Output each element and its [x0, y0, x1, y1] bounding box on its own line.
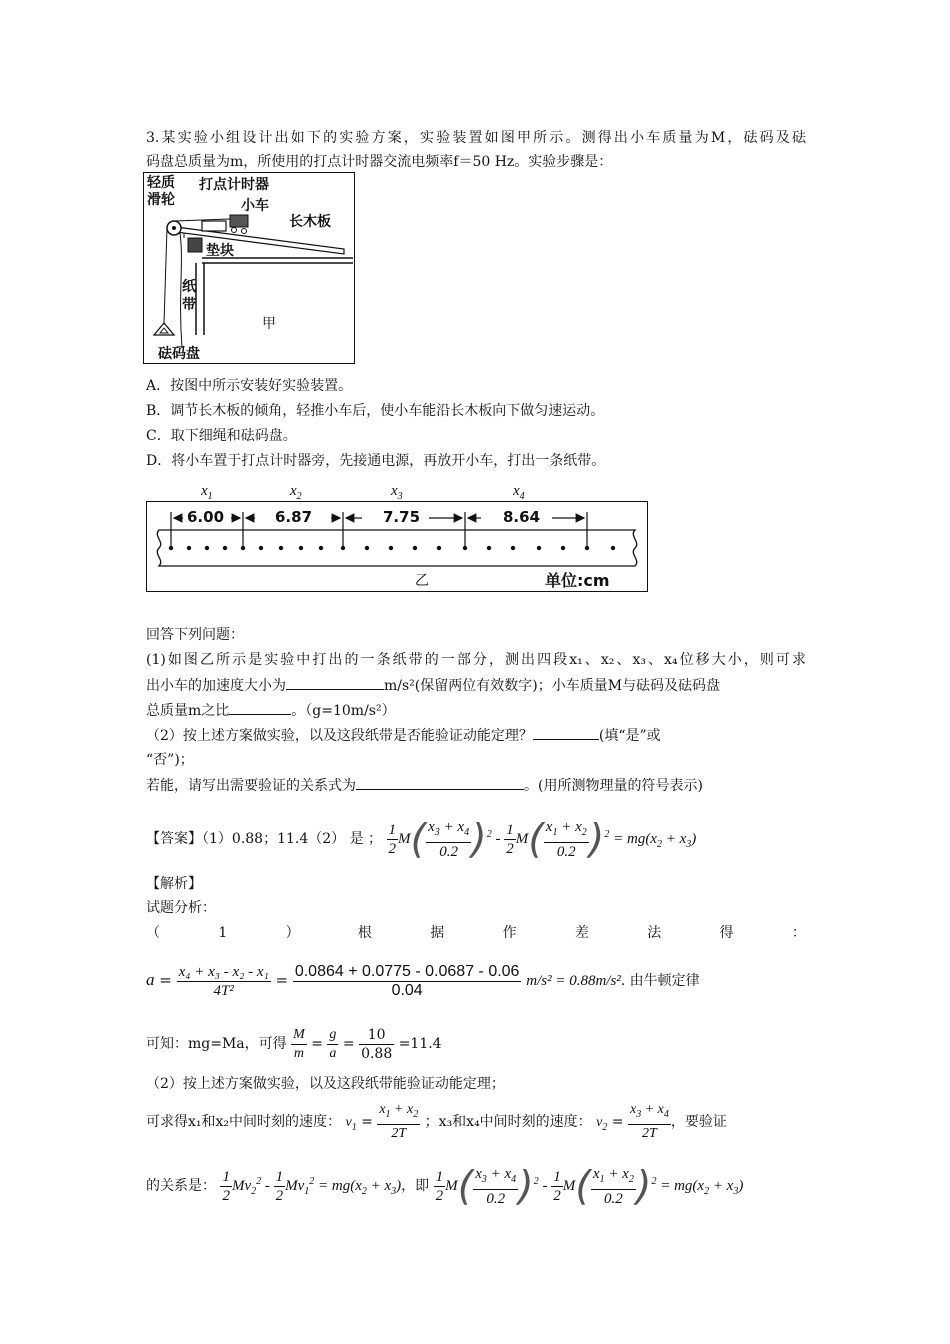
q2-line-b: “否”)； [146, 752, 194, 768]
analysis-label: 【解析】 [146, 876, 202, 892]
q2-line-a: （2）按上述方案做实验，以及这段纸带是否能验证动能定理？ (填“是”或 [146, 725, 661, 746]
answer-text: （1）0.88；11.4（2） 是 ； [202, 831, 383, 847]
figure-yi-caption: 乙 [415, 573, 429, 589]
q1-line-c: 总质量m之比 。（g=10m/s²） [146, 700, 396, 721]
eq1-right-fraction: $\frac{0.0864 + 0.0775 - 0.0687 - 0.06}{0.04}$ [294, 962, 520, 999]
label-pulley: 轻质 滑轮 [147, 175, 175, 208]
segment-label-x3: $x_3$ [391, 483, 403, 502]
label-cart: 小车 [241, 198, 269, 214]
step-a: A．按图中所示安装好实验装置。 [146, 378, 353, 394]
analysis-p4: 可求得x₁和x₂中间时刻的速度： $v_1$ = $\frac{x_1 + x_2}{2T}$ ；x₃和x₄中间时刻的速度： $v_2$ = $\frac{x_3 + x_4}{2T}$ ，要验证 [146, 1102, 727, 1141]
segment-label-x2: $x_2$ [290, 483, 302, 502]
answer-blank-acceleration[interactable] [286, 675, 384, 690]
step-c: C．取下细绳和砝码盘。 [146, 428, 297, 444]
label-pan: 砝码盘 [158, 346, 200, 362]
answer-blank-yes-no[interactable] [533, 725, 599, 740]
analysis-p5: 的关系是： $\frac{1}{2}$ $Mv_2^2$ - $\frac{1}{2}$ $Mv_1^2 = mg(x_2 + x_3)$，即 $\frac{1}{2}$ M( $\frac{x_3 + x_4}{0.2}$ )$^2$ - $\frac{1}{2}$ M( $\frac{x_1 + x_2}{0.2}$ )$^2 = mg(x_2 + x_3)$ [146, 1163, 744, 1210]
step-b: B．调节长木板的倾角，轻推小车后，使小车能沿长木板向下做匀速运动。 [146, 403, 605, 419]
analysis-intro: 试题分析： [146, 900, 216, 916]
question-line-2: 码盘总质量为m，所使用的打点计时器交流电频率f＝50 Hz。实验步骤是： [146, 154, 613, 170]
q2-line-c: 若能，请写出需要验证的关系式为 。(用所测物理量的符号表示) [146, 775, 703, 796]
segment-value-4: 8.64 [503, 508, 541, 526]
analysis-eq1: a = $\frac{\text{x₄ + x₃ - x₂ - x₁}}{\text{4T²}}$ = $\frac{0.0864 + 0.0775 - 0.0687 - 0.06}{0.04}$ m/s² = 0.88m/s². 由牛顿定律 [146, 962, 700, 999]
segment-value-3: 7.75 [383, 508, 421, 526]
analysis-p1: （ 1 ） 根 据 作 差 法 得 ： [146, 925, 806, 941]
segment-value-2: 6.87 [275, 508, 313, 526]
label-block: 垫块 [206, 243, 234, 259]
q1-line-a: (1)如图乙所示是实验中打出的一条纸带的一部分，测出四段x₁、x₂、x₃、x₄位移大小，则可求 [146, 652, 806, 668]
analysis-p3: （2）按上述方案做实验，以及这段纸带能验证动能定理； [146, 1076, 505, 1092]
figure-jia [143, 172, 355, 364]
segment-value-1: 6.00 [187, 508, 225, 526]
unit-label: 单位:cm [545, 571, 610, 590]
analysis-p2: 可知：mg=Ma，可得 $\frac{M}{m}$ = $\frac{g}{a}$ = $\frac{10}{0.88}$ =11.4 [146, 1026, 442, 1062]
label-board: 长木板 [289, 214, 331, 230]
label-tape: 纸 带 [182, 279, 196, 313]
eq1-left-fraction: $\frac{\text{x₄ + x₃ - x₂ - x₁}}{\text{4T²}}$ [178, 963, 269, 999]
label-timer: 打点计时器 [199, 177, 269, 193]
answer-blank-mass-ratio[interactable] [229, 700, 291, 715]
segment-label-x4: $x_4$ [513, 483, 525, 502]
figure-jia-caption: 甲 [262, 316, 276, 332]
q1-line-b: 出小车的加速度大小为 m/s²(保留两位有效数字)；小车质量M与砝码及砝码盘 [146, 675, 720, 696]
step-d: D．将小车置于打点计时器旁，先接通电源，再放开小车，打出一条纸带。 [146, 453, 606, 469]
figure-yi [146, 483, 648, 592]
segment-label-x1: $x_1$ [201, 483, 213, 502]
questions-intro: 回答下列问题： [146, 627, 244, 643]
answer-blank-relation[interactable] [356, 775, 524, 790]
answer-label: 【答案】 [146, 831, 202, 847]
answer-formula: $\frac{1}{2}$ M( $\frac{x_3 + x_4}{0.2}$ )$^2$ - $\frac{1}{2}$ M( $\frac{x_1 + x_2}{0.2}$ )$^2 = mg(x_2 + x_3)$ [388, 816, 697, 863]
answer-line [146, 813, 697, 863]
question-line-1: 3.某实验小组设计出如下的实验方案，实验装置如图甲所示。测得出小车质量为M，砝码及砝 [146, 130, 806, 146]
